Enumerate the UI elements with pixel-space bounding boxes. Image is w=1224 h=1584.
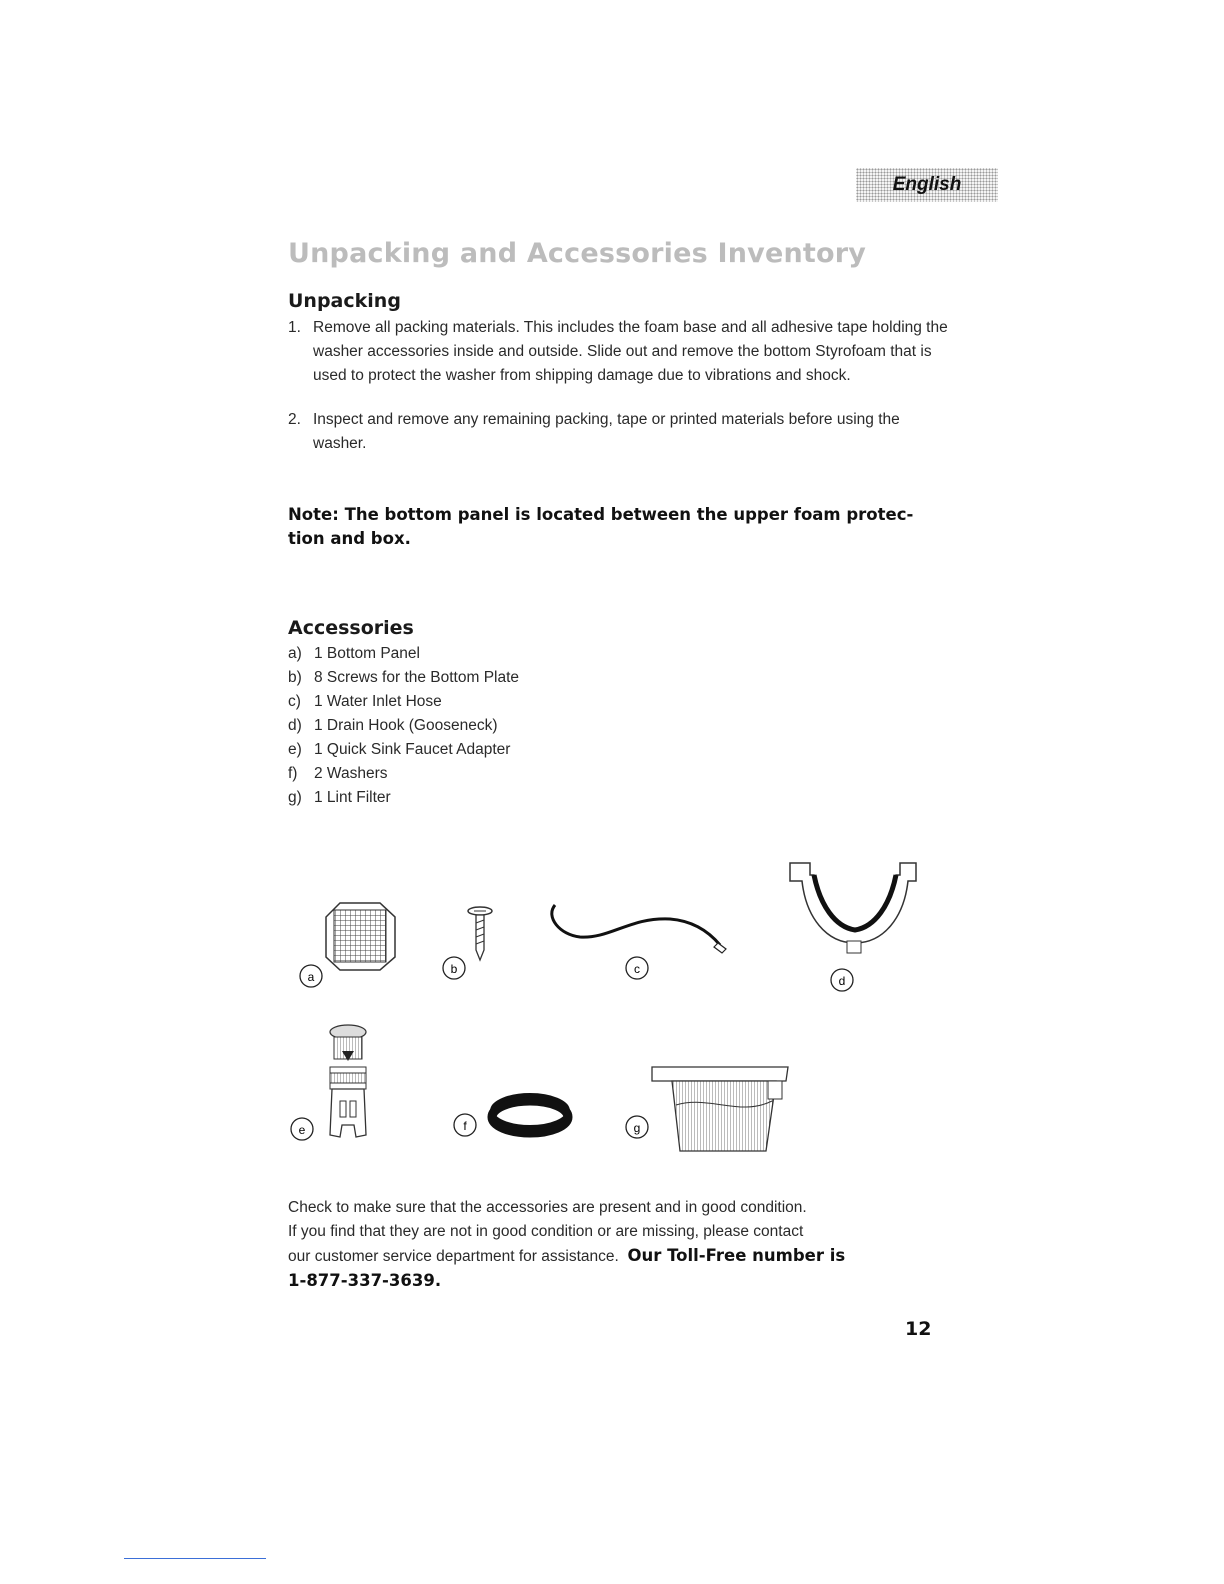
tollfree-label: Our Toll-Free number is xyxy=(627,1246,846,1265)
item-text: 8 Screws for the Bottom Plate xyxy=(314,669,520,686)
list-item xyxy=(288,738,519,762)
list-item xyxy=(288,666,519,690)
step-text: Remove all packing materials. This includes the foam base and all adhesive tape holding the washer accessories inside and outside. Slide out and remove the bottom Styrofoam that is used to protect the washer from shipping damage due to vibrations and shock. xyxy=(313,319,948,384)
list-item xyxy=(288,714,519,738)
label-c: c xyxy=(634,962,640,976)
check-line-2: If you find that they are not in good condition or are missing, please contact xyxy=(288,1223,804,1240)
label-e: e xyxy=(298,1123,306,1137)
item-letter: b) xyxy=(288,669,302,686)
list-item xyxy=(288,690,519,714)
accessories-heading: Accessories xyxy=(288,617,414,639)
item-letter: d) xyxy=(288,717,302,734)
page-number: 12 xyxy=(905,1318,932,1340)
label-circle-f xyxy=(454,1114,476,1136)
footer-rule xyxy=(124,1558,266,1559)
note-label: Note: xyxy=(288,505,339,524)
item-text: 1 Water Inlet Hose xyxy=(314,693,442,710)
accessories-illustration xyxy=(280,855,940,1165)
item-letter: c) xyxy=(288,693,301,710)
label-b: b xyxy=(450,962,458,976)
drain-hook-figure xyxy=(790,863,916,953)
step-item xyxy=(288,408,948,456)
label-circle-a xyxy=(300,965,322,987)
label-circle-b xyxy=(443,957,465,979)
step-item xyxy=(288,316,948,388)
screw-figure xyxy=(468,907,492,960)
label-circle-e xyxy=(291,1118,313,1140)
item-letter: e) xyxy=(288,741,302,758)
item-text: 1 Drain Hook (Gooseneck) xyxy=(314,717,498,734)
label-circle-d xyxy=(831,969,853,991)
contact-paragraph xyxy=(288,1196,928,1293)
label-circle-c xyxy=(626,957,648,979)
item-text: 1 Lint Filter xyxy=(314,789,391,806)
label-d: d xyxy=(838,974,846,988)
note-text: The bottom panel is located between the upper foam protec- tion and box. xyxy=(288,505,914,548)
item-text: 2 Washers xyxy=(314,765,388,782)
item-letter: g) xyxy=(288,789,302,806)
language-tab xyxy=(856,168,998,202)
language-label: English xyxy=(892,174,962,195)
check-line-1: Check to make sure that the accessories are present and in good condition. xyxy=(288,1199,807,1216)
check-line-3 xyxy=(288,1244,928,1269)
bottom-panel-figure xyxy=(326,903,395,970)
list-item xyxy=(288,786,519,810)
unpacking-steps xyxy=(288,316,948,476)
label-g: g xyxy=(633,1121,641,1135)
water-hose-figure xyxy=(552,905,726,953)
item-text: 1 Quick Sink Faucet Adapter xyxy=(314,741,511,758)
label-circle-g xyxy=(626,1116,648,1138)
list-item xyxy=(288,762,519,786)
phone-number: 1-877-337-3639. xyxy=(288,1271,442,1290)
item-letter: a) xyxy=(288,645,302,662)
faucet-adapter-figure xyxy=(330,1025,366,1137)
step-text: Inspect and remove any remaining packing, tape or printed materials before using the washer. xyxy=(313,411,900,452)
step-number: 2. xyxy=(288,411,301,428)
item-text: 1 Bottom Panel xyxy=(314,645,420,662)
item-letter: f) xyxy=(288,765,298,782)
unpacking-heading: Unpacking xyxy=(288,290,401,312)
label-a: a xyxy=(307,970,315,984)
label-f: f xyxy=(463,1119,467,1133)
accessories-list xyxy=(288,642,519,810)
step-number: 1. xyxy=(288,319,301,336)
washer-rings-figure xyxy=(492,1095,568,1133)
page-title: Unpacking and Accessories Inventory xyxy=(288,238,867,269)
lint-filter-figure xyxy=(652,1067,788,1151)
check-line-3-text: our customer service department for assistance. xyxy=(288,1248,619,1265)
note xyxy=(288,503,928,551)
list-item xyxy=(288,642,519,666)
